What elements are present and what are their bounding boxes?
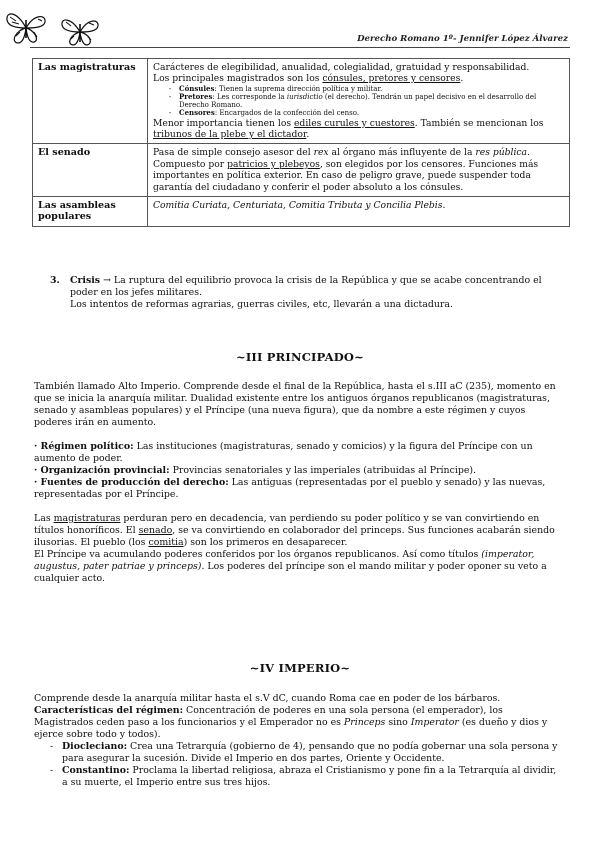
row-key: Las magistraturas (33, 59, 148, 144)
list-item: - Pretores: Les corresponde la iurisdictio (el derecho). Tendrán un papel decisivo en el desarrollo del Derecho Romano. (179, 93, 564, 109)
row-value: Pasa de simple consejo asesor del rex al órgano más influyente de la res pública. Compuesto por patricios y plebeyos, son elegidos por los censores. Funciones más importantes en política exterior. En caso de peligro grave, puede suspender toda garantía del ciudadano y conferir el poder absoluto a los cónsules. (148, 144, 570, 197)
paragraph: Las magistraturas perduran pero en decadencia, van perdiendo su poder político y se van convirtiendo en títulos honoríficos. El senado, se va convirtiendo en colaborador del princeps. Sus funciones acabarán siendo ilusorias. El pueblo (los comitia) son los primeros en desaparecer. (34, 513, 555, 548)
heading-imperio: ~IV IMPERIO~ (249, 661, 351, 675)
list-item: - Constantino: Proclama la libertad religiosa, abraza el Cristianismo y pone fin a la Tetrarquía al dividir, a su muerte, el Imperio entre sus tres hijos. (62, 765, 564, 789)
paragraph: El Príncipe va acumulando poderes conferidos por los órganos republicanos. Así como títulos (imperator, augustus, pater patriae y princeps). Los poderes del príncipe son el mando militar y poder oponer su veto a cualquier acto. (34, 549, 547, 584)
imperio-section (34, 693, 564, 789)
heading-principado: ~III PRINCIPADO~ (236, 350, 364, 364)
row-key: El senado (33, 144, 148, 197)
row-text: Carácteres de elegibilidad, anualidad, colegialidad, gratuidad y responsabilidad. (153, 62, 530, 73)
row-text: Los principales magistrados son los cónsules, pretores y censores. (153, 73, 464, 85)
paragraph: Comprende desde la anarquía militar hasta el s.V dC, cuando Roma cae en poder de los bárbaros. (34, 693, 501, 704)
butterfly-left-icon (4, 8, 48, 48)
running-header: Derecho Romano 1º- Jennifer López Álvarez (357, 34, 568, 44)
emperors-list (34, 741, 564, 789)
paragraph: Características del régimen: Concentración de poderes en una sola persona (el emperador), los Magistrados ceden paso a los funcionarios y el Emperador no es Princeps sino Imperator (es dueño y dios y ejerce sobre todo y todos). (34, 705, 548, 740)
paragraph: · Régimen político: Las instituciones (magistraturas, senado y comicios) y la figura del Príncipe con un aumento de poder. (34, 441, 533, 464)
header-rule (30, 47, 570, 48)
list-item: - Diocleciano: Crea una Tetrarquía (gobierno de 4), pensando que no podía gobernar una sola persona y para asegurar la sucesión. Divide el Imperio en dos partes, Oriente y Occidente. (62, 741, 564, 765)
row-key: Las asambleas populares (33, 197, 148, 227)
table-row (33, 59, 570, 144)
paragraph: También llamado Alto Imperio. Comprende desde el final de la República, hasta el s.III aC (235), momento en que se inicia la anarquía militar. Dualidad existente entre los antiguos órganos republicanos (magistraturas, senado y asambleas populares) y el Príncipe (una nueva figura), que da nombre a este régimen y cuyos poderes irán en aumento. (34, 381, 556, 428)
crisis-text: Crisis → La ruptura del equilibrio provoca la crisis de la República y que se acabe concentrando el poder en los jefes militares. (70, 275, 542, 298)
table-row (33, 197, 570, 227)
crisis-text-2: Los intentos de reformas agrarias, guerras civiles, etc, llevarán a una dictadura. (70, 299, 453, 310)
butterfly-right-icon (58, 14, 102, 50)
paragraph: · Organización provincial: Provincias senatoriales y las imperiales (atribuidas al Príncipe). (34, 465, 477, 476)
crisis-section (34, 275, 564, 311)
list-item: - Censores: Encargados de la confección del censo. (179, 109, 564, 117)
principado-section (34, 381, 564, 585)
institutions-table (32, 58, 570, 227)
list-number: 3. (50, 275, 60, 286)
row-value: Comitia Curiata, Centuriata, Comitia Tributa y Concilia Plebis. (148, 197, 570, 227)
table-row (33, 144, 570, 197)
magistrates-list (153, 85, 564, 118)
row-text: Menor importancia tienen los ediles curules y cuestores. También se mencionan los tribunos de la plebe y el dictador. (153, 117, 544, 141)
paragraph: · Fuentes de producción del derecho: Las antiguas (representadas por el pueblo y senado) y las nuevas, representadas por el Príncipe. (34, 477, 546, 500)
row-value (148, 59, 570, 144)
list-item: - Cónsules: Tienen la suprema dirección política y militar. (179, 85, 564, 93)
